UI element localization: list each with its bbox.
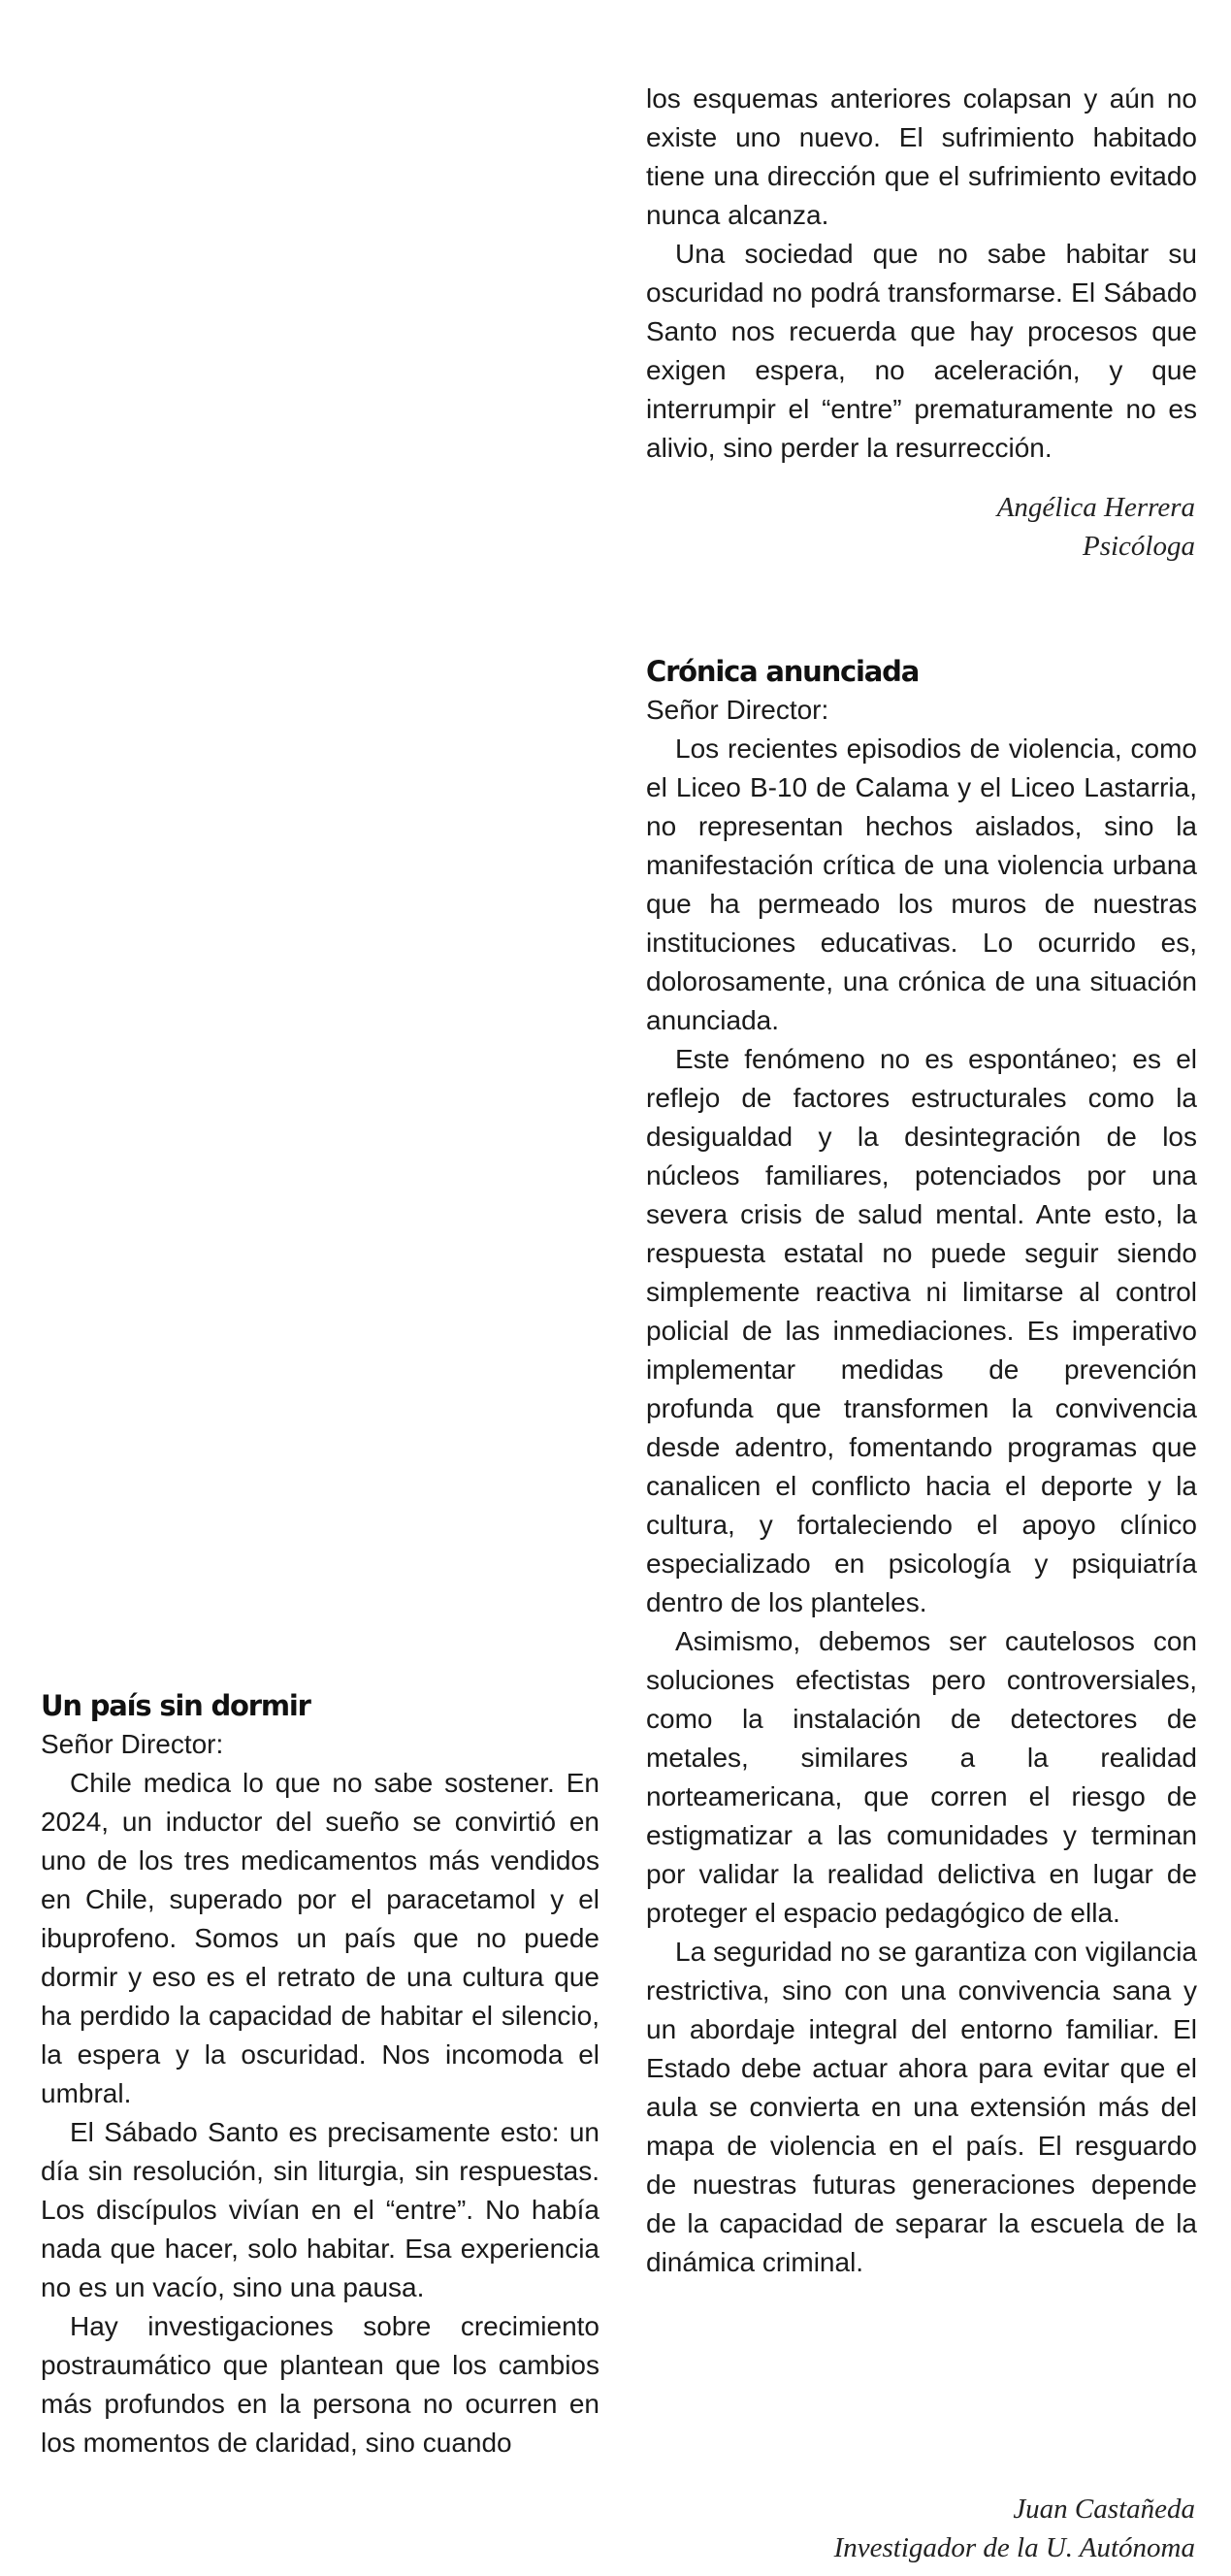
letter-headline: Crónica anunciada xyxy=(646,655,920,688)
letter-signature xyxy=(997,488,1195,566)
letter-salutation: Señor Director: xyxy=(41,1729,224,1759)
letter-salutation: Señor Director: xyxy=(646,695,829,725)
letter-continuation xyxy=(646,80,1197,468)
letter-un-pais-sin-dormir xyxy=(41,1686,599,2462)
letter-paragraph: Los recientes episodios de violencia, como el Liceo B-10 de Calama y el Liceo Lastarria, no representan hechos aislados, sino la manifestación crítica de una violencia urbana que ha permeado los muros de nuestras instituciones educativas. Lo ocurrido es, dolorosamente, una crónica de una situación anunciada. xyxy=(646,734,1197,1035)
letter-paragraph: Asimismo, debemos ser cautelosos con soluciones efectistas pero controversiales, como la instalación de detectores de metales, similares a la realidad norteamericana, que corren el riesgo de estigmatizar a las comunidades y terminan por validar la realidad delictiva en lugar de proteger el espacio pedagógico de ella. xyxy=(646,1626,1197,1928)
letter-headline: Un país sin dormir xyxy=(41,1689,310,1722)
letter-paragraph: Una sociedad que no sabe habitar su oscuridad no podrá transformarse. El Sábado Santo nos recuerda que hay procesos que exigen espera, no aceleración, y que interrumpir el “entre” prematuramente no es alivio, sino perder la resurrección. xyxy=(646,239,1197,463)
signature-name: Juan Castañeda xyxy=(1013,2494,1195,2525)
signature-role: Investigador de la U. Autónoma xyxy=(833,2532,1195,2563)
letter-signature xyxy=(834,2490,1195,2567)
letter-paragraph: Hay investigaciones sobre crecimiento postraumático que plantean que los cambios más profundos en la persona no ocurren en los momentos de claridad, sino cuando xyxy=(41,2311,599,2458)
letter-paragraph: La seguridad no se garantiza con vigilancia restrictiva, sino con una convivencia sana y un abordaje integral del entorno familiar. El Estado debe actuar ahora para evitar que el aula se convierta en una extensión más del mapa de violencia en el país. El resguardo de nuestras futuras generaciones depende de la capacidad de separar la escuela de la dinámica criminal. xyxy=(646,1937,1197,2277)
signature-name: Angélica Herrera xyxy=(996,492,1195,523)
signature-role: Psicóloga xyxy=(1083,531,1195,562)
letter-paragraph: los esquemas anteriores colapsan y aún no existe uno nuevo. El sufrimiento habitado tiene una dirección que el sufrimiento evitado nunca alcanza. xyxy=(646,83,1197,230)
letter-paragraph: El Sábado Santo es precisamente esto: un día sin resolución, sin liturgia, sin respuestas. Los discípulos vivían en el “entre”. No había nada que hacer, solo habitar. Esa experiencia no es un vacío, sino una pausa. xyxy=(41,2117,599,2302)
letter-paragraph: Chile medica lo que no sabe sostener. En 2024, un inductor del sueño se convirtió en uno de los tres medicamentos más vendidos en Chile, superado por el paracetamol y el ibuprofeno. Somos un país que no puede dormir y eso es el retrato de una cultura que ha perdido la capacidad de habitar el silencio, la espera y la oscuridad. Nos incomoda el umbral. xyxy=(41,1768,599,2108)
letter-cronica-anunciada xyxy=(646,652,1197,2282)
letter-paragraph: Este fenómeno no es espontáneo; es el reflejo de factores estructurales como la desigualdad y la desintegración de los núcleos familiares, potenciados por una severa crisis de salud mental. Ante esto, la respuesta estatal no puede seguir siendo simplemente reactiva ni limitarse al control policial de las inmediaciones. Es imperativo implementar medidas de prevención profunda que transformen la convivencia desde adentro, fomentando programas que canalicen el conflicto hacia el deporte y la cultura, y fortaleciendo el apoyo clínico especializado en psicología y psiquiatría dentro de los planteles. xyxy=(646,1044,1197,1617)
